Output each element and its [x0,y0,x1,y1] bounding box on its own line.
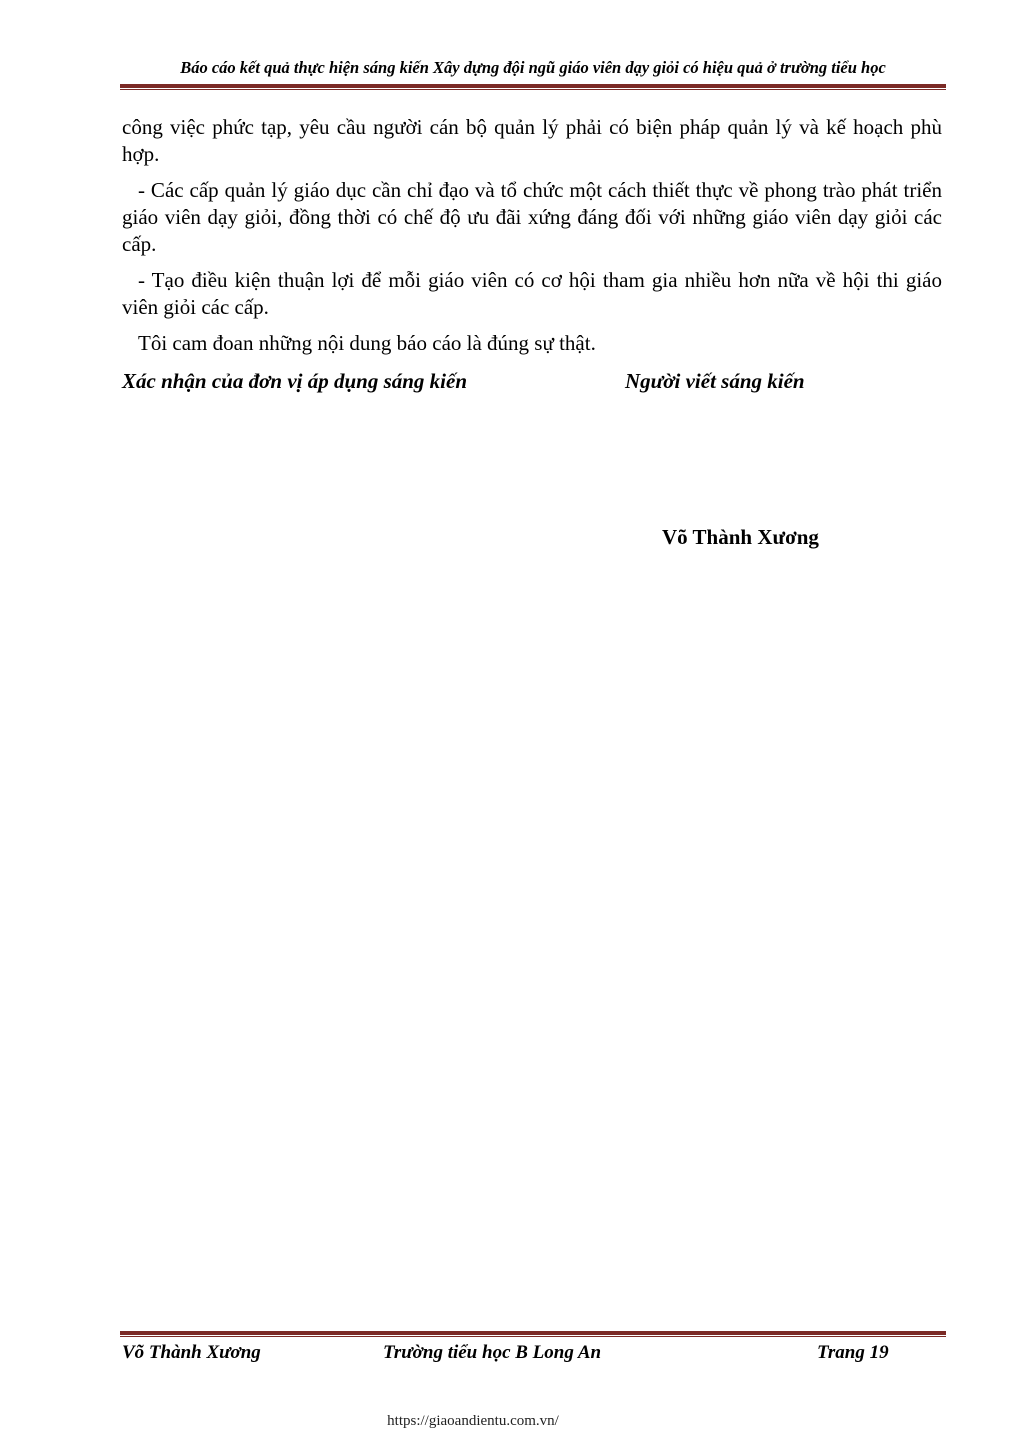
author-signature-label: Người viết sáng kiến [625,369,805,393]
paragraph-recommendation-1: - Các cấp quản lý giáo dục cần chỉ đạo và tổ chức một cách thiết thực về phong trào phát triển giáo viên dạy giỏi, đồng thời có chế độ ưu đãi xứng đáng đối với những giáo viên dạy giỏi các cấp. [122,178,942,256]
document-body [122,114,942,366]
footer-page-number: Trang 19 [817,1342,889,1363]
footer-divider [120,1331,946,1337]
header-divider [120,84,946,90]
page-header-title: Báo cáo kết quả thực hiện sáng kiến Xây dựng đội ngũ giáo viên dạy giỏi có hiệu quả ở trường tiểu học [180,58,886,77]
unit-confirmation-label: Xác nhận của đơn vị áp dụng sáng kiến [122,369,468,393]
footer-author: Võ Thành Xương [122,1342,261,1363]
signer-name: Võ Thành Xương [662,525,819,549]
footer-school: Trường tiểu học B Long An [383,1342,602,1363]
source-url-link[interactable]: https://giaoandientu.com.vn/ [387,1413,559,1429]
paragraph-continuation: công việc phức tạp, yêu cầu người cán bộ quản lý phải có biện pháp quản lý và kế hoạch phù hợp. [122,115,942,166]
paragraph-recommendation-2: - Tạo điều kiện thuận lợi để mỗi giáo viên có cơ hội tham gia nhiều hơn nữa về hội thi giáo viên giỏi các cấp. [122,268,942,319]
paragraph-declaration: Tôi cam đoan những nội dung báo cáo là đúng sự thật. [138,331,596,355]
